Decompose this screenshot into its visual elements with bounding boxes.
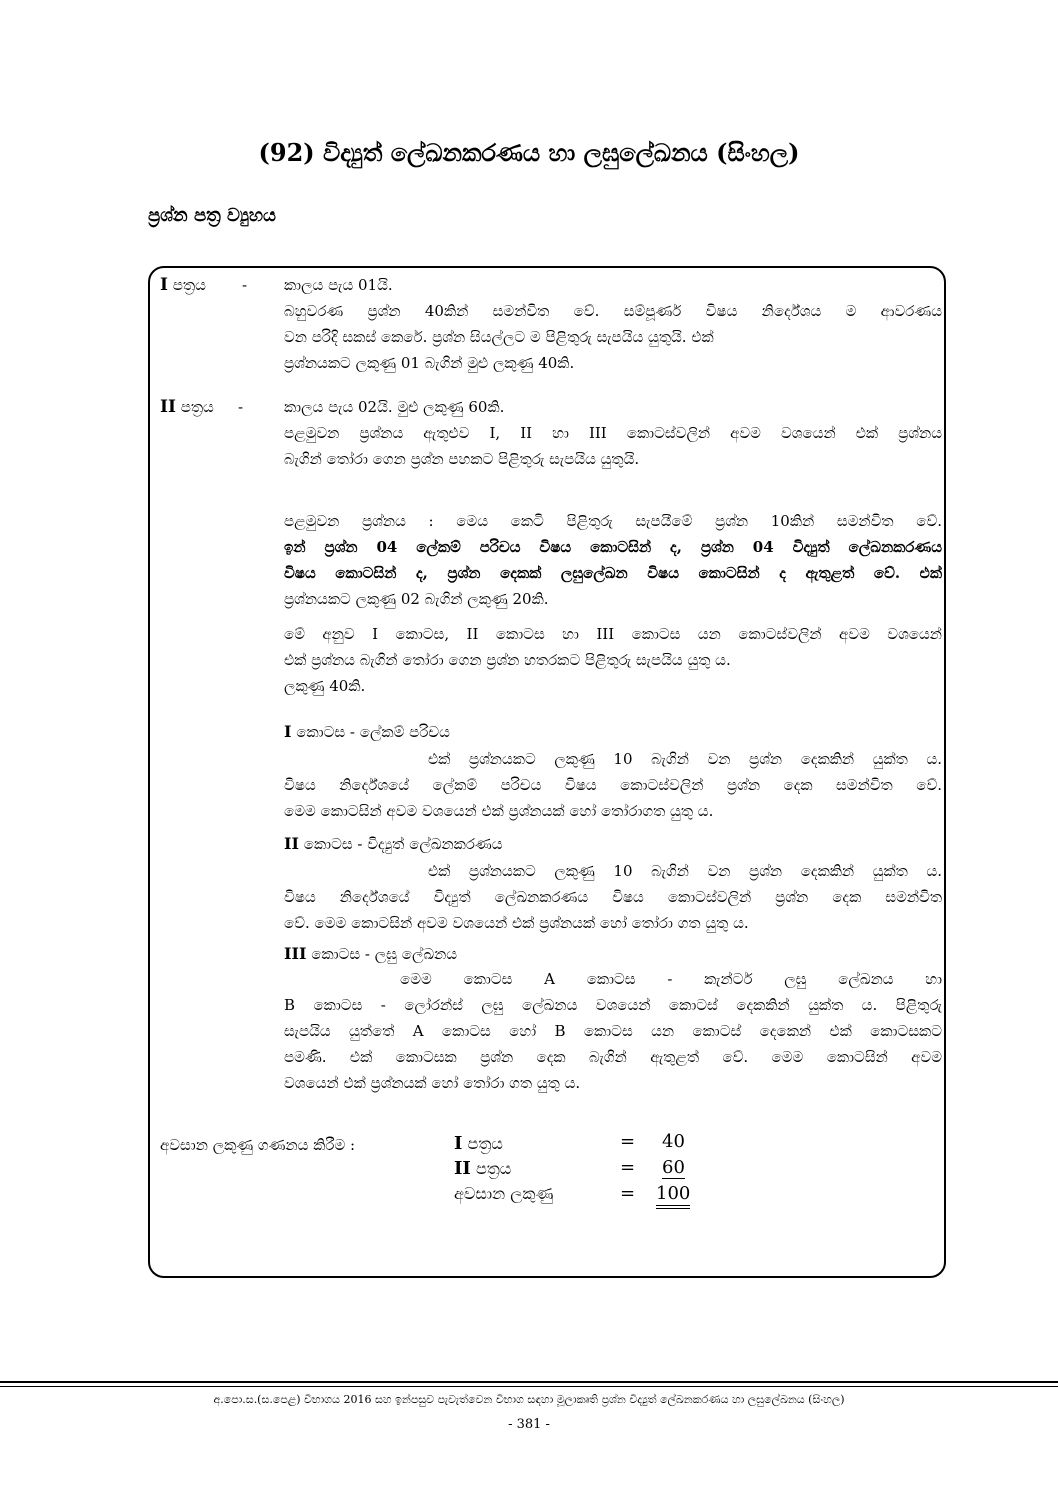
part3-body xyxy=(284,966,942,1096)
part2-heading xyxy=(284,834,503,853)
part1-number: I xyxy=(284,722,292,741)
paper1-line: කාලය පැය 01යි. xyxy=(284,276,393,294)
part3-number: III xyxy=(284,944,307,963)
paper2-number: II xyxy=(160,397,176,417)
first-question-line: පළමුවන ප්‍රශ්නය : මෙය කෙටි පිළිතුරු සැපයීමේ ප්‍රශ්න 10කින් සමන්විත වේ. xyxy=(284,512,942,530)
part2-line: වේ. මෙම කොටසින් අවම වශයෙන් එක් ප්‍රශ්නයක් හෝ තෝරා ගත යුතු ය. xyxy=(284,914,749,932)
paper1-word: පත්‍රය xyxy=(172,276,206,294)
first-question-line: ඉන් ප්‍රශ්න 04 ලේකම් පරිචය විෂය කොටසින් ද, ප්‍රශ්න 04 විද්‍යුත් ලේඛනකරණය xyxy=(284,538,942,556)
paper2-line: බැගින් තෝරා ගෙන ප්‍රශ්න පහකට පිළිතුරු සැපයිය යුතුයි. xyxy=(284,450,640,468)
marks-row-value: 60 xyxy=(662,1157,685,1178)
paper1-description xyxy=(284,272,942,376)
marks-row-total xyxy=(454,1184,553,1204)
marks-row-name: අවසාන ලකුණු xyxy=(454,1184,554,1203)
part2-title: කොටස - විද්‍යුත් ලේඛනකරණය xyxy=(303,835,503,853)
part3-line: මෙම කොටස A කොටස - කැන්ටර් ලඝු ලේඛනය හා xyxy=(400,970,942,988)
paper2-word: පත්‍රය xyxy=(180,398,214,416)
part2-number: II xyxy=(284,834,299,853)
marks-row-paper2 xyxy=(454,1158,511,1179)
part3-title: කොටස - ලඝු ලේඛනය xyxy=(311,945,458,963)
other-questions-line: එක් ප්‍රශ්නය බැගින් තෝරා ගෙන ප්‍රශ්න හතරකට පිළිතුරු සැපයිය යුතු ය. xyxy=(284,651,731,669)
marks-row-value: 40 xyxy=(662,1131,685,1152)
page-title: (92) විද්‍යුත් ලේඛනකරණය හා ලඝුලේඛනය (සිංහල) xyxy=(258,138,800,167)
paper2-description xyxy=(284,394,942,472)
first-question-line: විෂය කොටසින් ද, ප්‍රශ්න දෙකක් ලඝුලේඛන විෂය කොටසින් ද ඇතුළත් වේ. එක් xyxy=(284,564,942,582)
part1-title: කොටස - ලේකම් පරිචය xyxy=(296,723,450,741)
paper1-label xyxy=(160,272,206,298)
part1-line: එක් ප්‍රශ්නයකට ලකුණු 10 බැගින් වන ප්‍රශ්න දෙකකින් යුක්ත ය. xyxy=(428,750,942,768)
final-marks-label: අවසාන ලකුණු ගණනය කිරීම : xyxy=(160,1136,356,1154)
first-question-line: ප්‍රශ්නයකට ලකුණු 02 බැගින් ලකුණු 20කි. xyxy=(284,590,549,608)
marks-row-equals: = xyxy=(620,1131,636,1152)
part3-line: වශයෙන් එක් ප්‍රශ්නයක් හෝ තෝරා ගත යුතු ය. xyxy=(284,1074,581,1092)
footer-rule xyxy=(0,1381,1058,1383)
marks-row-name: පත්‍රය xyxy=(467,1134,503,1153)
marks-row-number: I xyxy=(454,1133,463,1154)
part3-heading xyxy=(284,944,457,963)
part3-line: සැපයිය යුත්තේ A කොටස හෝ B කොටස යන කොටස් දෙකෙන් එක් කොටසකට xyxy=(284,1022,942,1040)
first-question-description xyxy=(284,508,942,612)
marks-row-equals: = xyxy=(620,1157,636,1178)
page-number: - 381 - xyxy=(508,1417,550,1432)
other-questions-line: මේ අනුව I කොටස, II කොටස හා III කොටස යන කොටස්වලින් අවම වශයෙන් xyxy=(284,625,942,643)
part1-heading xyxy=(284,722,450,741)
part2-line: එක් ප්‍රශ්නයකට ලකුණු 10 බැගින් වන ප්‍රශ්න දෙකකින් යුක්ත ය. xyxy=(428,862,942,880)
part3-line: B කොටස - ලෝරන්ස් ලඝු ලේඛනය වශයෙන් කොටස් දෙකකින් යුක්ත ය. පිළිතුරු xyxy=(284,996,942,1014)
paper2-line: කාලය පැය 02යි. මුළු ලකුණු 60කි. xyxy=(284,398,505,416)
paper2-dash: - xyxy=(238,398,244,416)
total-marks-value: 100 xyxy=(656,1183,690,1209)
paper1-line: බහුවරණ ප්‍රශ්න 40කින් සමන්විත වේ. සම්පූර්ණ විෂය නිර්දේශය ම ආවරණය xyxy=(284,302,942,320)
part1-body xyxy=(284,746,942,824)
part1-line: මෙම කොටසින් අවම වශයෙන් එක් ප්‍රශ්නයක් හෝ තෝරාගත යුතු ය. xyxy=(284,802,714,820)
paper1-line: වන පරිදි සකස් කෙරේ. ප්‍රශ්න සියල්ලට ම පිළිතුරු සැපයිය යුතුයි. එක් xyxy=(284,328,714,346)
section-heading: ප්‍රශ්න පත්‍ර ව්‍යුහය xyxy=(148,205,277,226)
paper1-line: ප්‍රශ්නයකට ලකුණු 01 බැගින් මුළු ලකුණු 40කි. xyxy=(284,354,575,372)
footer-rule-thin xyxy=(0,1386,1058,1387)
marks-row-name: පත්‍රය xyxy=(475,1159,512,1178)
paper2-label xyxy=(160,394,214,420)
marks-row-equals: = xyxy=(620,1183,636,1204)
part3-line: පමණි. එක් කොටසක ප්‍රශ්න දෙක බැගින් ඇතුළත් වේ. මෙම කොටසින් අවම xyxy=(284,1048,942,1066)
marks-row-paper1 xyxy=(454,1133,503,1154)
footer-text: අ.පො.ස.(ස.පෙළ) විභාගය 2016 සහ ඉන්පසුව පැවැත්වෙන විභාග සඳහා මූලාකෘති ප්‍රශ්න විද්‍යුත් ලේඛනකරණය හා ලඝුලේඛනය (සිංහල) xyxy=(213,1393,845,1406)
paper2-line: පළමුවන ප්‍රශ්නය ඇතුළුව I, II හා III කොටස්වලින් අවම වශයෙන් එක් ප්‍රශ්නය xyxy=(284,424,942,442)
part2-line: විෂය නිර්දේශයේ විද්‍යුත් ලේඛනකරණය විෂය කොටස්වලින් ප්‍රශ්න දෙක සමන්විත xyxy=(284,888,942,906)
part2-body xyxy=(284,858,942,936)
marks-row-number: II xyxy=(454,1158,471,1179)
other-questions-description xyxy=(284,621,942,699)
paper1-dash: - xyxy=(242,276,248,294)
part1-line: විෂය නිර්දේශයේ ලේකම් පරිචය විෂය කොටස්වලින් ප්‍රශ්න දෙක සමන්විත වේ. xyxy=(284,776,942,794)
paper1-number: I xyxy=(160,275,168,295)
other-questions-line: ලකුණු 40කි. xyxy=(284,677,366,695)
